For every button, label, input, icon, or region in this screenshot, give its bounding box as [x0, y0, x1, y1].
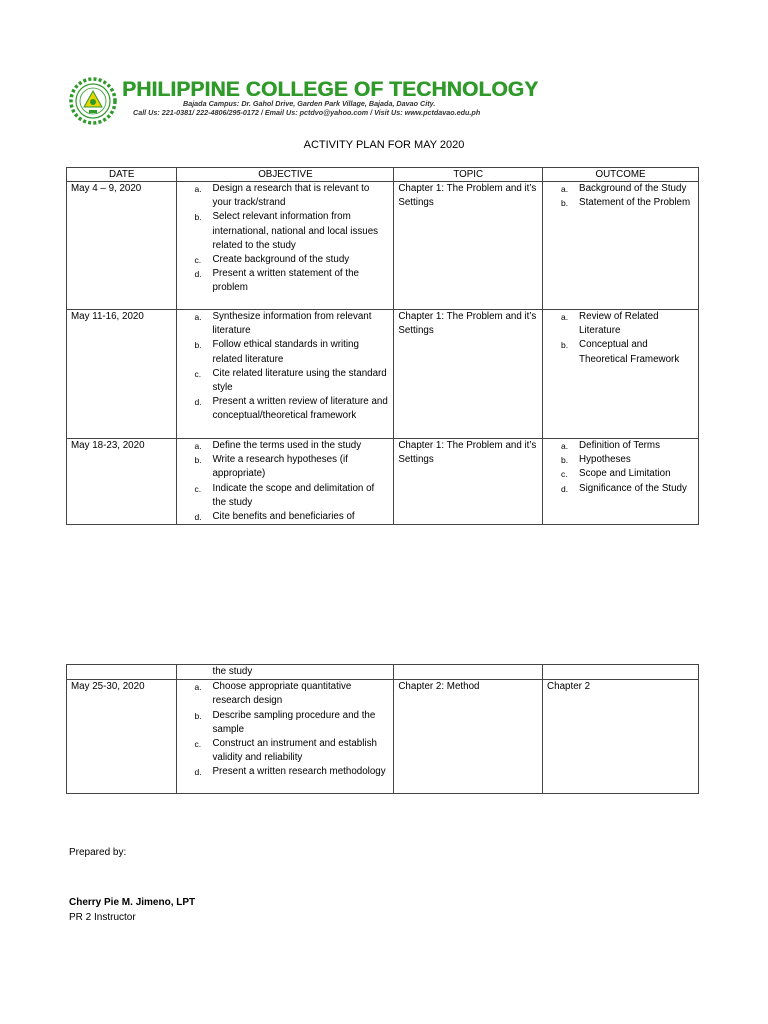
objective-cell	[177, 439, 394, 525]
list-item: d. Cite benefits and beneficiaries of	[194, 511, 355, 523]
topic-cell: Chapter 1: The Problem and it’s Settings	[394, 439, 543, 525]
college-contact: Call Us: 221-0381/ 222-4806/295-0172 / Email Us: pctdvo@yahoo.com / Visit Us: www.pctdavao.edu.ph	[133, 108, 481, 117]
outcome-list	[547, 182, 694, 210]
list-item: c. Scope and Limitation	[561, 468, 671, 480]
prepared-by-label: Prepared by:	[69, 847, 127, 858]
table-row	[67, 310, 699, 439]
list-item: a. Synthesize information from relevant literature	[194, 311, 372, 337]
list-item: a. Choose appropriate quantitative research design	[194, 681, 352, 707]
college-seal-logo-icon	[68, 74, 118, 128]
list-item: b. Conceptual and Theoretical Framework	[561, 339, 680, 365]
column-header-outcome: OUTCOME	[543, 168, 699, 182]
outcome-cell	[543, 439, 699, 525]
objective-list	[181, 680, 389, 779]
topic-cell: Chapter 1: The Problem and it’s Settings	[394, 310, 543, 439]
document-title: ACTIVITY PLAN FOR MAY 2020	[303, 139, 465, 151]
list-item: d. Present a written review of literature and conceptual/theoretical framework	[194, 396, 388, 422]
list-item: b. Follow ethical standards in writing related literature	[194, 339, 359, 365]
date-cell: May 11-16, 2020	[67, 310, 177, 439]
list-item: b. Statement of the Problem	[561, 197, 691, 209]
objective-cell	[177, 182, 394, 310]
column-header-topic: TOPIC	[394, 168, 543, 182]
signatory-position: PR 2 Instructor	[69, 912, 136, 923]
activity-plan-table	[66, 167, 699, 525]
topic-cell: Chapter 1: The Problem and it’s Settings	[394, 182, 543, 310]
objective-list	[181, 182, 389, 296]
outcome-list	[547, 310, 694, 367]
table-row	[67, 680, 699, 794]
objective-list	[181, 310, 389, 424]
list-item: c. Indicate the scope and delimitation of the study	[194, 482, 375, 508]
column-header-objective: OBJECTIVE	[177, 168, 394, 182]
objective-cell	[177, 680, 394, 794]
outcome-list	[547, 439, 694, 496]
topic-cell	[394, 665, 543, 680]
outcome-cell	[543, 665, 699, 680]
date-cell: May 4 – 9, 2020	[67, 182, 177, 310]
list-item: b. Select relevant information from international, national and local issues related to the study	[194, 211, 379, 251]
column-header-date: DATE	[67, 168, 177, 182]
signatory-name: Cherry Pie M. Jimeno, LPT	[69, 897, 196, 908]
list-item: a. Design a research that is relevant to your track/strand	[194, 183, 370, 209]
topic-cell: Chapter 2: Method	[394, 680, 543, 794]
list-item: b. Write a research hypotheses (if appropriate)	[194, 454, 348, 480]
list-item: c. Cite related literature using the standard style	[194, 367, 387, 394]
list-item: d. Present a written statement of the problem	[194, 268, 359, 294]
table-row	[67, 439, 699, 525]
table-row	[67, 665, 699, 680]
outcome-cell	[543, 310, 699, 439]
list-item: a. Background of the Study	[561, 183, 687, 194]
date-cell: May 18-23, 2020	[67, 439, 177, 525]
outcome-cell	[543, 182, 699, 310]
list-item: a. Definition of Terms	[561, 440, 660, 451]
objective-cell	[177, 665, 394, 680]
list-item: b. Hypotheses	[561, 454, 631, 466]
list-item: c. Create background of the study	[194, 254, 350, 266]
objective-list	[181, 439, 389, 524]
list-item: d. Present a written research methodology	[194, 766, 386, 778]
college-address: Bajada Campus: Dr. Gahol Drive, Garden Park Village, Bajada, Davao City.	[183, 99, 436, 108]
list-item: b. Describe sampling procedure and the sample	[194, 709, 376, 735]
list-item: d. Significance of the Study	[561, 482, 687, 494]
table-row	[67, 182, 699, 310]
activity-plan-table-continued	[66, 664, 699, 794]
table-header-row	[67, 168, 699, 182]
outcome-cell: Chapter 2	[543, 680, 699, 794]
college-name: PHILIPPINE COLLEGE OF TECHNOLOGY	[122, 78, 539, 101]
list-item: c. Construct an instrument and establish validity and reliability	[194, 738, 377, 764]
list-item: a. Review of Related Literature	[561, 311, 659, 337]
objective-cell	[177, 310, 394, 439]
date-cell: May 25-30, 2020	[67, 680, 177, 794]
date-cell	[67, 665, 177, 680]
objective-continuation: the study	[212, 666, 253, 677]
list-item: a. Define the terms used in the study	[194, 440, 362, 451]
